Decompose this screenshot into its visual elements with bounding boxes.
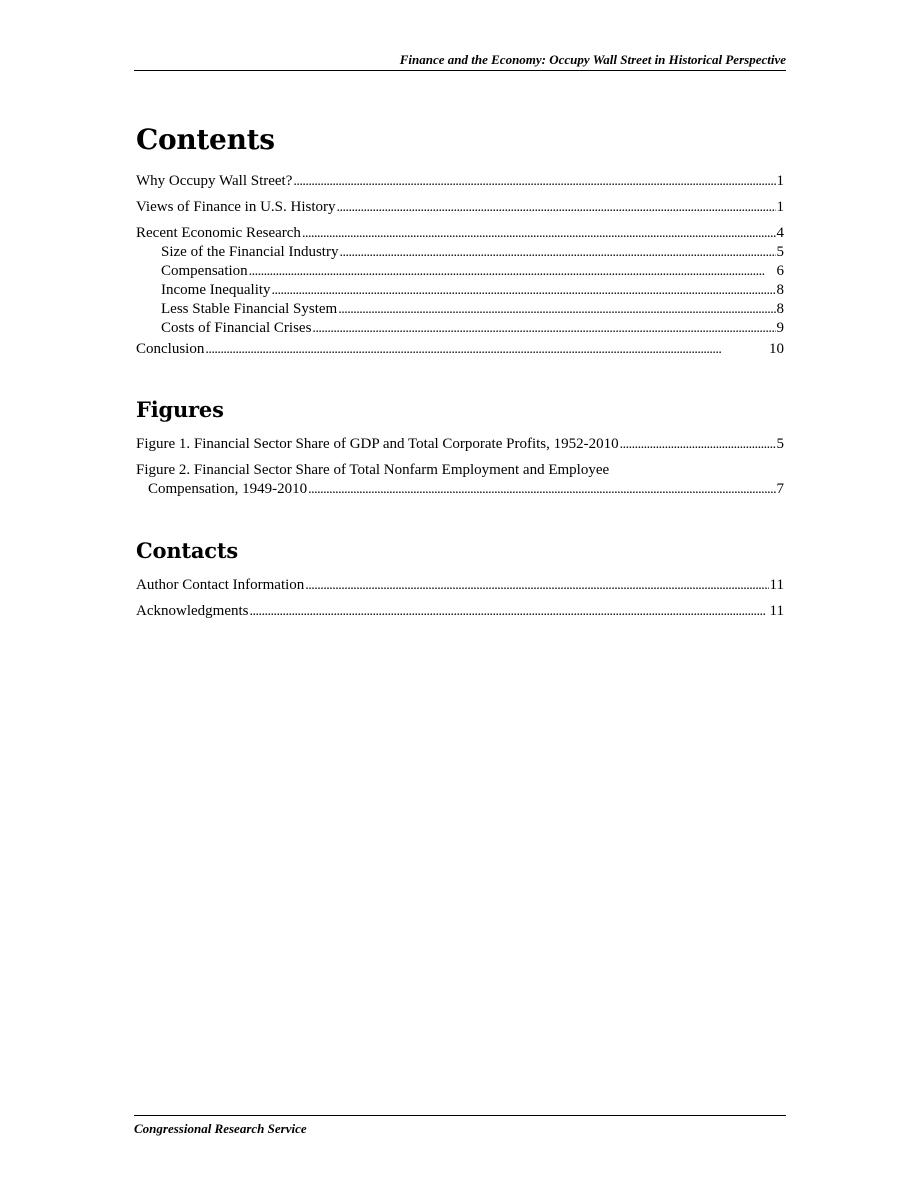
toc-entry-label: Figure 1. Financial Sector Share of GDP and Total Corporate Profits, 1952-2010 [136, 436, 619, 452]
toc-leader-dots [337, 198, 776, 217]
toc-leader-dots [339, 243, 775, 262]
figures-list [136, 435, 784, 499]
toc-entry-label: Costs of Financial Crises [161, 320, 312, 336]
toc-entry-conclusion[interactable] [136, 340, 784, 359]
toc-leader-dots [338, 300, 775, 319]
toc-entry-label: Compensation [161, 263, 248, 279]
toc-entry-page: 6 [776, 263, 784, 279]
toc-entry-page: 7 [776, 481, 784, 497]
toc-entry-label: Views of Finance in U.S. History [136, 199, 336, 215]
toc-entry-why-occupy[interactable] [136, 172, 784, 191]
toc-entry-page: 1 [776, 199, 784, 215]
toc-entry-page: 11 [769, 577, 784, 593]
toc-leader-dots [305, 576, 768, 595]
toc-leader-dots [312, 319, 775, 338]
contents-heading: Contents [136, 123, 275, 156]
toc-entry-page: 5 [776, 436, 784, 452]
toc-content [136, 120, 784, 621]
contacts-list [136, 576, 784, 621]
toc-entry-label: Conclusion [136, 341, 205, 357]
toc-entry-page: 8 [776, 282, 784, 298]
toc-entry-size-of-industry[interactable] [136, 243, 784, 262]
toc-entry-costs-of-crises[interactable] [136, 319, 784, 338]
toc-entry-continuation [136, 480, 784, 499]
toc-entry-acknowledgments[interactable] [136, 602, 784, 621]
toc-entry-label: Why Occupy Wall Street? [136, 173, 293, 189]
toc-entry-label: Size of the Financial Industry [161, 244, 339, 260]
toc-entry-page: 11 [769, 603, 784, 619]
toc-entry-page: 4 [776, 225, 784, 241]
toc-entry-label-line1: Figure 2. Financial Sector Share of Total Nonfarm Employment and Employee [136, 462, 610, 478]
toc-entry-page: 8 [776, 301, 784, 317]
toc-leader-dots [620, 435, 776, 454]
toc-entry-author-contact[interactable] [136, 576, 784, 595]
toc-leader-dots [308, 480, 775, 499]
toc-entry-label: Less Stable Financial System [161, 301, 338, 317]
toc-entry-label: Acknowledgments [136, 603, 249, 619]
toc-entry-figure-2[interactable] [136, 461, 784, 499]
toc-entry-page: 9 [776, 320, 784, 336]
toc-entry-label-line2: Compensation, 1949-2010 [148, 481, 308, 497]
toc-leader-dots [205, 340, 768, 359]
toc-leader-dots [293, 172, 775, 191]
figures-heading: Figures [136, 397, 224, 422]
toc-entry-compensation[interactable] [136, 262, 784, 281]
toc-entry-page: 5 [776, 244, 784, 260]
toc-entry-page: 1 [776, 173, 784, 189]
toc-entry-label: Author Contact Information [136, 577, 305, 593]
running-header: Finance and the Economy: Occupy Wall Street in Historical Perspective [134, 52, 786, 71]
toc-entry-recent-research[interactable] [136, 224, 784, 243]
toc-leader-dots [272, 281, 776, 300]
toc-entry-label: Recent Economic Research [136, 225, 301, 241]
toc-entry-less-stable-system[interactable] [136, 300, 784, 319]
contacts-heading: Contacts [136, 538, 239, 563]
toc-leader-dots [249, 602, 768, 621]
toc-entry-page: 10 [769, 341, 784, 357]
toc-leader-dots [249, 262, 776, 281]
toc-entry-income-inequality[interactable] [136, 281, 784, 300]
contents-list [136, 172, 784, 359]
toc-leader-dots [302, 224, 776, 243]
toc-entry-label: Income Inequality [161, 282, 271, 298]
running-footer: Congressional Research Service [134, 1115, 786, 1137]
toc-entry-figure-1[interactable] [136, 435, 784, 454]
toc-entry-views-of-finance[interactable] [136, 198, 784, 217]
